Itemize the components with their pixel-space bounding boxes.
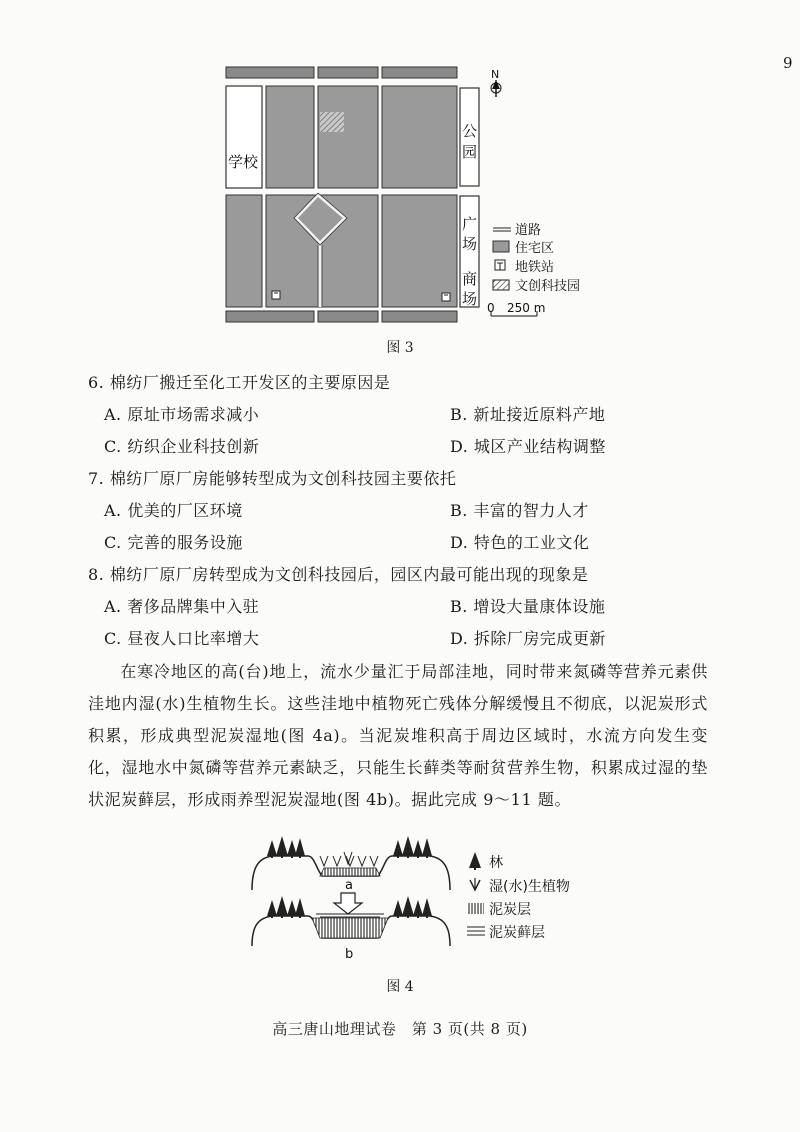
- question-8-option-d[interactable]: D. 拆除厂房完成更新: [450, 629, 606, 648]
- peat-moss-layer: [316, 914, 384, 917]
- mall-label-1: 商: [462, 270, 478, 288]
- legend-wetland-plant-text: 湿(水)生植物: [489, 879, 570, 895]
- figure3-caption: 图 3: [386, 340, 414, 356]
- square-label-2: 场: [462, 235, 478, 253]
- profile-b: [252, 914, 450, 946]
- question-7-stem: 7. 棉纺厂原厂房能够转型成为文创科技园主要依托: [88, 469, 457, 488]
- question-6-option-d[interactable]: D. 城区产业结构调整: [450, 437, 606, 456]
- question-8-option-a[interactable]: A. 奢侈品牌集中入驻: [104, 597, 260, 616]
- north-label: N: [491, 68, 500, 81]
- park-label-1: 公: [462, 122, 478, 140]
- question-7-option-b[interactable]: B. 丰富的智力人才: [450, 501, 589, 520]
- question-6-option-c[interactable]: C. 纺织企业科技创新: [104, 437, 260, 456]
- question-7-option-a[interactable]: A. 优美的厂区环境: [104, 501, 243, 520]
- legend-forest-text: 林: [489, 855, 503, 871]
- scale-zero: 0: [487, 301, 495, 315]
- tree-icon: [267, 836, 432, 858]
- scale-value: 250 m: [507, 301, 546, 315]
- question-8-option-b[interactable]: B. 增设大量康体设施: [450, 597, 606, 616]
- passage-text: 在寒冷地区的高(台)地上，流水少量汇于局部洼地，同时带来氮磷等营养元素供洼地内湿(水)生植物生长。这些洼地中植物死亡残体分解缓慢且不彻底，以泥炭形式积累，形成典型泥炭湿地(图 4a)。当泥炭堆积高于周边区域时，水流方向发生变化，湿地水中氮磷等营养元素缺乏，只能生长藓类等耐贫营养生物，积累成过湿的垫状泥炭藓层，形成雨养型泥炭湿地(图 4b)。据此完成 9～11 题。: [88, 662, 708, 809]
- question-6-stem: 6. 棉纺厂搬迁至化工开发区的主要原因是: [88, 373, 391, 392]
- question-8-option-c[interactable]: C. 昼夜人口比率增大: [104, 629, 260, 648]
- page-footer: 高三唐山地理试卷 第 3 页(共 8 页): [272, 1020, 528, 1038]
- question-8-stem: 8. 棉纺厂原厂房转型成为文创科技园后，园区内最可能出现的现象是: [88, 565, 589, 584]
- legend-peat-layer-text: 泥炭层: [489, 902, 531, 918]
- question-6-option-b[interactable]: B. 新址接近原料产地: [450, 405, 606, 424]
- school-label: 学校: [228, 153, 259, 171]
- profile-b-label: b: [345, 947, 354, 962]
- legend-residential-text: 住宅区: [515, 241, 555, 256]
- legend-peat-moss-icon: [467, 927, 485, 935]
- wetland-plant-icon: [320, 852, 378, 866]
- figure4-legend: [467, 852, 570, 941]
- page-corner-number: 9: [783, 54, 793, 72]
- legend-road-text: 道路: [515, 223, 542, 238]
- transition-arrow-icon: [334, 893, 362, 914]
- square-label-1: 广: [462, 215, 478, 233]
- legend-metro-text: 地铁站: [515, 260, 555, 275]
- legend-tree-icon: [469, 852, 481, 870]
- mall-label-2: 场: [462, 290, 478, 308]
- legend-creative-park-text: 文创科技园: [515, 279, 581, 294]
- figure4-caption: 图 4: [386, 979, 414, 995]
- question-7-option-d[interactable]: D. 特色的工业文化: [450, 533, 590, 552]
- question-7-option-c[interactable]: C. 完善的服务设施: [104, 533, 243, 552]
- park-label-2: 园: [462, 143, 478, 161]
- question-6-option-a[interactable]: A. 原址市场需求减小: [104, 405, 260, 424]
- legend-peat-layer-icon: [467, 903, 484, 914]
- legend-peat-moss-text: 泥炭藓层: [489, 925, 545, 941]
- profile-a-label: a: [345, 878, 353, 893]
